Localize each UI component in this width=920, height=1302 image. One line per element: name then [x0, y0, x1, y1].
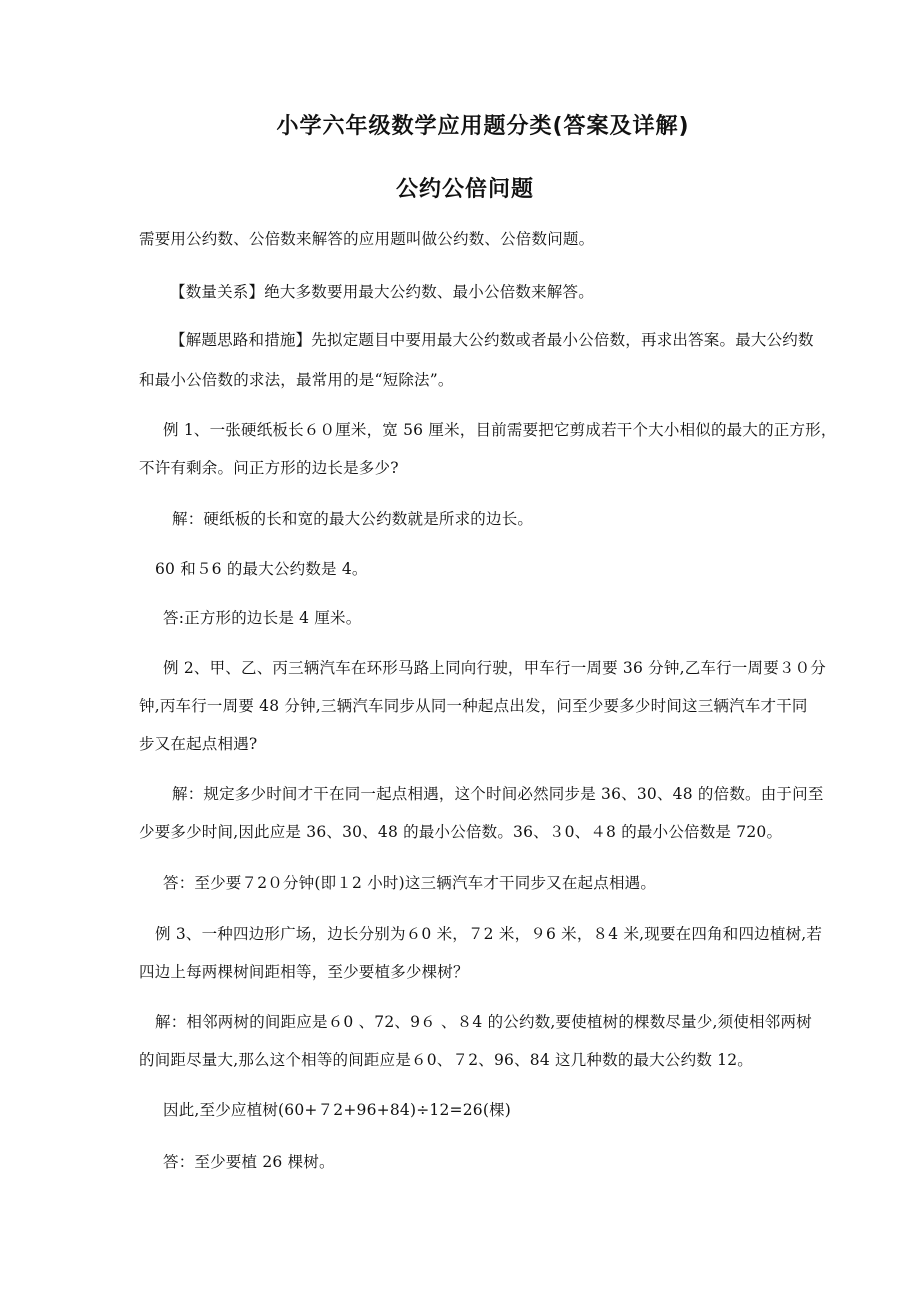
- intro-paragraph: 需要用公约数、公倍数来解答的应用题叫做公约数、公倍数问题。: [139, 230, 595, 248]
- example-1-calculation: 60 和５6 的最大公约数是 4。: [155, 560, 368, 578]
- document-title: 小学六年级数学应用题分类(答案及详解): [276, 114, 690, 139]
- method-paragraph-line-2: 和最小公倍数的求法，最常用的是“短除法”。: [139, 371, 454, 389]
- example-3-question-line-2: 四边上每两棵树间距相等，至少要植多少棵树？: [139, 963, 469, 981]
- example-3-solution-line-2: 的间距尽量大,那么这个相等的间距应是６0、７2、96、84 这几种数的最大公约数 12。: [139, 1051, 753, 1069]
- example-2-solution-line-2: 少要多少时间,因此应是 36、30、48 的最小公倍数。36、３0、４8 的最小公倍数是 720。: [139, 823, 783, 841]
- example-2-question-line-2: 钟,丙车行一周要 48 分钟,三辆汽车同步从同一种起点出发，问至少要多少时间这三辆汽车才干同: [139, 697, 808, 715]
- example-3-question-line-1: 例 3、一种四边形广场，边长分别为６0 米，７2 米，９6 米，８4 米,现要在四角和四边植树,若: [155, 925, 823, 943]
- example-1-question-line-2: 不许有剩余。问正方形的边长是多少?: [139, 459, 399, 477]
- example-2-question-line-3: 步又在起点相遇?: [139, 735, 258, 753]
- method-paragraph-line-1: 【解题思路和措施】先拟定题目中要用最大公约数或者最小公倍数，再求出答案。最大公约数: [170, 331, 814, 349]
- example-1-answer: 答:正方形的边长是 4 厘米。: [163, 609, 362, 627]
- example-3-calculation: 因此,至少应植树(60+７2+96+84)÷12=26(棵): [163, 1101, 512, 1119]
- example-3-solution-line-1: 解：相邻两树的间距应是６0 、72、9６ 、８4 的公约数,要使植树的棵数尽量少,须使相邻两树: [155, 1013, 812, 1031]
- example-3-answer: 答：至少要植 26 棵树。: [163, 1153, 335, 1171]
- example-1-question-line-1: 例 1、一张硬纸板长６０厘米，宽 56 厘米，目前需要把它剪成若干个大小相似的最大的正方形，: [163, 421, 837, 439]
- example-2-question-line-1: 例 2、甲、乙、丙三辆汽车在环形马路上同向行驶，甲车行一周要 36 分钟,乙车行一周要３０分: [163, 659, 826, 677]
- section-title: 公约公倍问题: [395, 177, 534, 202]
- example-1-solution: 解：硬纸板的长和宽的最大公约数就是所求的边长。: [172, 510, 534, 528]
- example-2-solution-line-1: 解：规定多少时间才干在同一起点相遇，这个时间必然同步是 36、30、48 的倍数。由于问至: [172, 785, 824, 803]
- quantity-relation-paragraph: 【数量关系】绝大多数要用最大公约数、最小公倍数来解答。: [170, 283, 594, 301]
- example-2-answer: 答：至少要７2０分钟(即１2 小时)这三辆汽车才干同步又在起点相遇。: [163, 874, 657, 892]
